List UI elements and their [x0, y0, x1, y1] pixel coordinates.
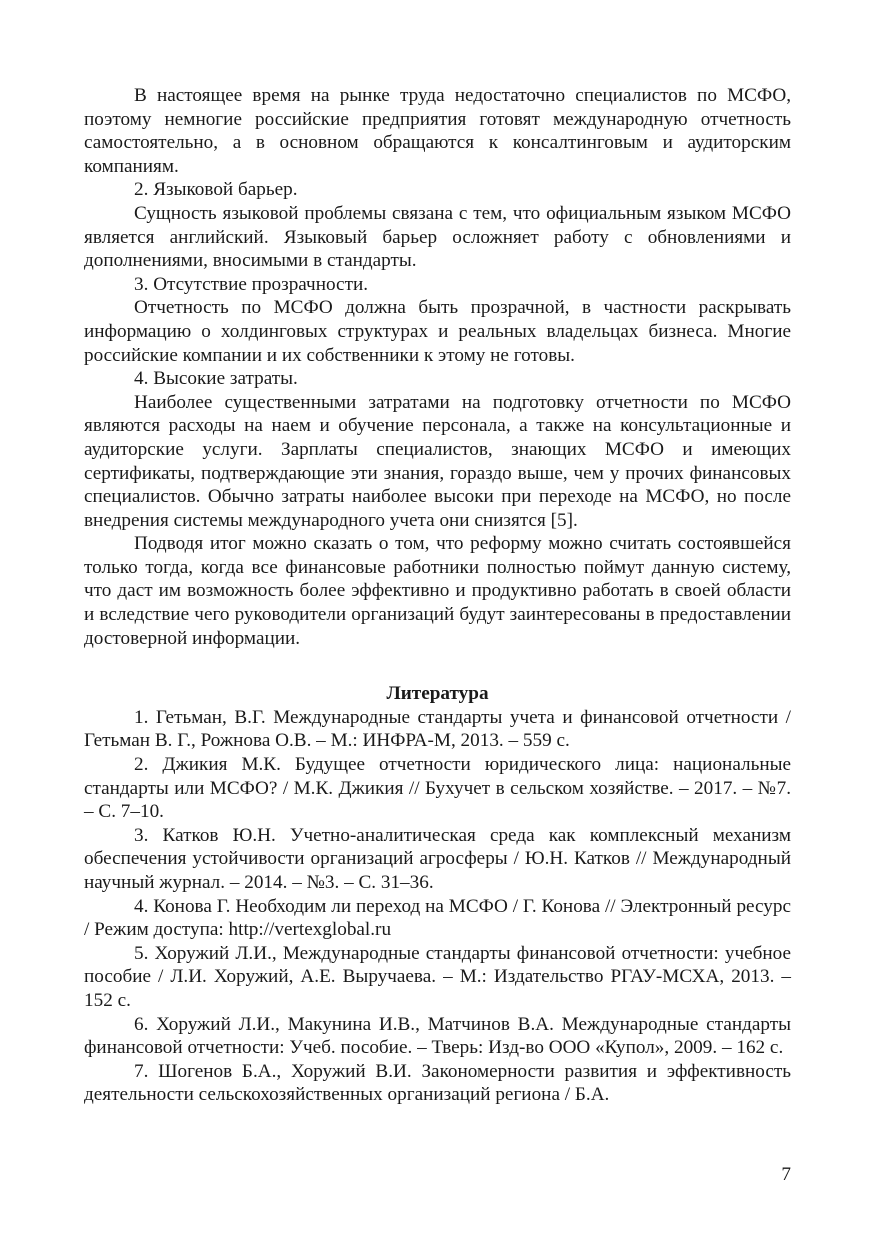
- references-list: [84, 706, 791, 1107]
- body-paragraph: 3. Отсутствие прозрачности.: [134, 273, 369, 295]
- reference-item: 3. Катков Ю.Н. Учетно-аналитическая среда как комплексный механизм обеспечения устойчивости организаций агросферы / Ю.Н. Катков // Международный научный журнал. – 2014. – №3. – С. 31–36.: [84, 824, 791, 893]
- body-paragraph: Сущность языковой проблемы связана с тем, что официальным языком МСФО является английский. Языковый барьер осложняет работу с обновлениями и дополнениями, вносимыми в стандарты.: [84, 202, 791, 272]
- body-paragraph: Подводя итог можно сказать о том, что реформу можно считать состоявшейся только тогда, когда все финансовые работники полностью поймут данную систему, что даст им возможность более эффективно и продуктивно работать в своей области и вследствие чего руководители организаций будут заинтересованы в предоставлении достоверной информации.: [84, 533, 791, 649]
- reference-item: 2. Джикия М.К. Будущее отчетности юридического лица: национальные стандарты или МСФО? / М.К. Джикия // Бухучет в сельском хозяйстве. – 2017. – №7. – С. 7–10.: [84, 754, 791, 823]
- body-paragraph: 4. Высокие затраты.: [134, 368, 298, 390]
- page-number: 7: [781, 1164, 791, 1185]
- reference-item: 1. Гетьман, В.Г. Международные стандарты учета и финансовой отчетности / Гетьман В. Г., Рожнова О.В. – М.: ИНФРА-М, 2013. – 559 с.: [84, 706, 791, 752]
- reference-item: 5. Хоружий Л.И., Международные стандарты финансовой отчетности: учебное пособие / Л.И. Хоружий, А.Е. Выручаева. – М.: Издательство РГАУ-МСХА, 2013. – 152 с.: [84, 942, 791, 1011]
- references-heading: Литература: [386, 683, 489, 705]
- page-body: [84, 84, 791, 1107]
- reference-item: 7. Шогенов Б.А., Хоружий В.И. Закономерности развития и эффективность деятельности сельскохозяйственных организаций региона / Б.А.: [84, 1060, 791, 1106]
- body-paragraph: 2. Языковой барьер.: [134, 179, 298, 201]
- reference-item: 4. Конова Г. Необходим ли переход на МСФО / Г. Конова // Электронный ресурс / Режим доступа: http://vertexglobal.ru: [84, 895, 791, 941]
- body-paragraph: Отчетность по МСФО должна быть прозрачной, в частности раскрывать информацию о холдинговых структурах и реальных владельцах бизнеса. Многие российские компании и их собственники к этому не готовы.: [84, 297, 791, 366]
- reference-item: 6. Хоружий Л.И., Макунина И.В., Матчинов В.А. Международные стандарты финансовой отчетности: Учеб. пособие. – Тверь: Изд-во ООО «Купол», 2009. – 162 с.: [84, 1013, 791, 1059]
- body-paragraph: В настоящее время на рынке труда недостаточно специалистов по МСФО, поэтому немногие российские предприятия готовят международную отчетность самостоятельно, а в основном обращаются к консалтинговым и аудиторским компаниям.: [84, 85, 791, 177]
- body-paragraph: Наиболее существенными затратами на подготовку отчетности по МСФО являются расходы на наем и обучение персонала, а также на консультационные и аудиторские услуги. Зарплаты специалистов, знающих МСФО и имеющих сертификаты, подтверждающие эти знания, гораздо выше, чем у прочих финансовых специалистов. Обычно затраты наиболее высоки при переходе на МСФО, но после внедрения системы международного учета они снизятся [5].: [84, 391, 791, 531]
